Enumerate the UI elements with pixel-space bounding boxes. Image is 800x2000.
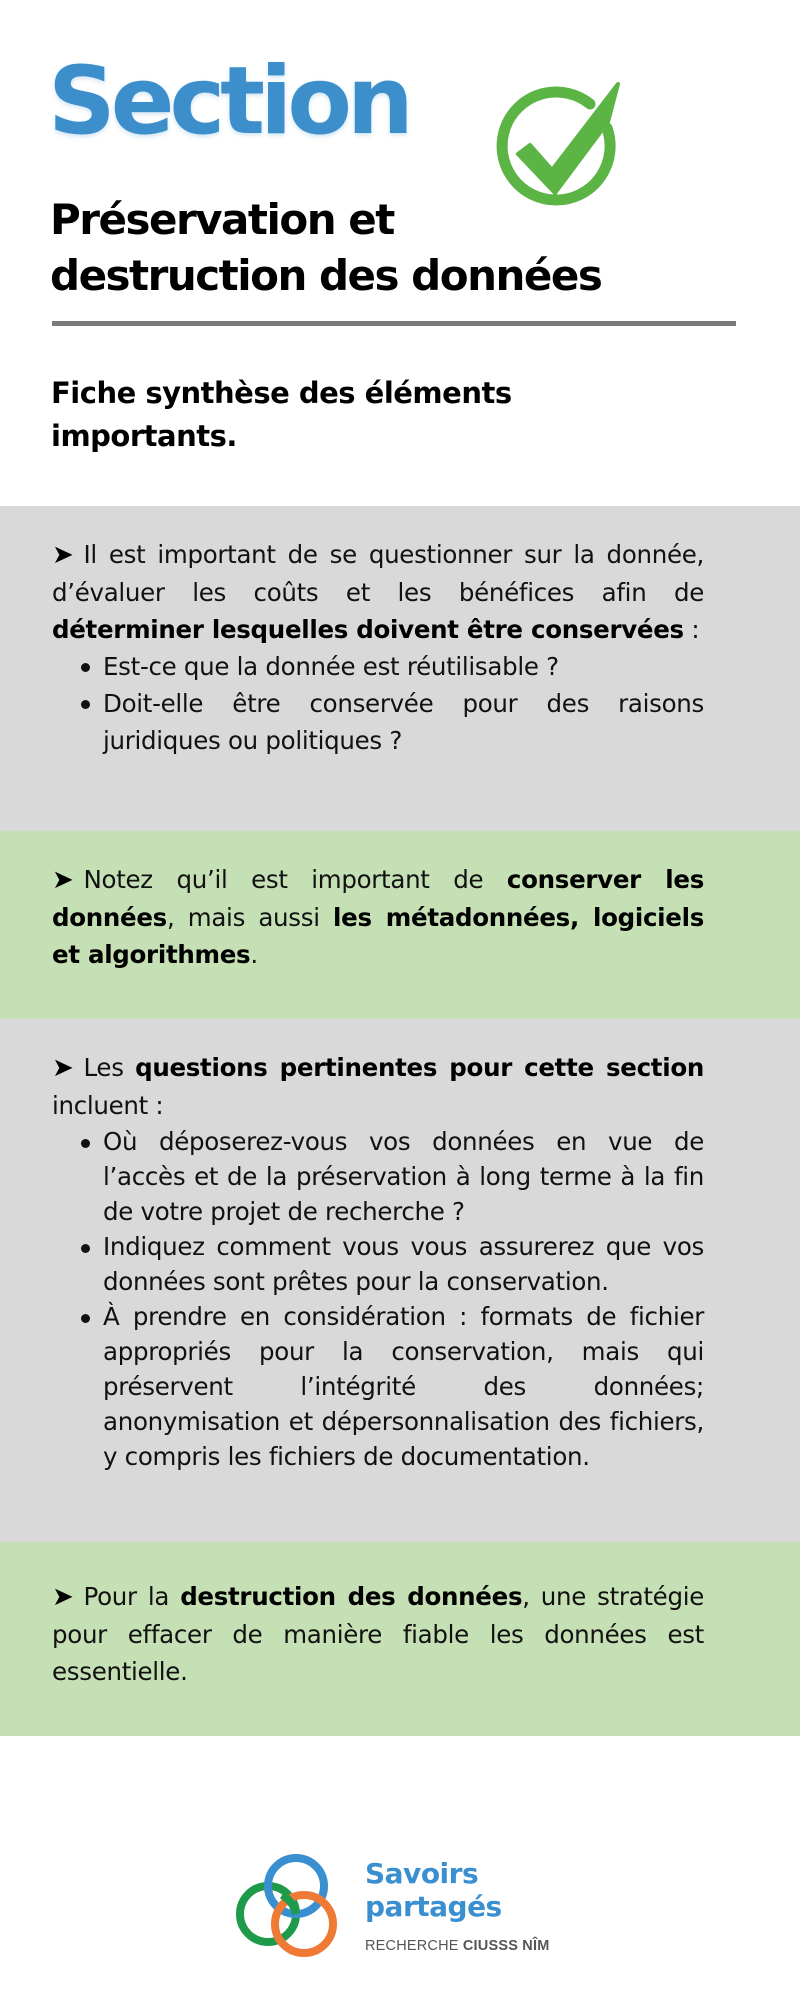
logo-name-line-2: partagés	[365, 1890, 502, 1923]
block-intro	[52, 536, 704, 648]
intro-bold: destruction des données	[180, 1582, 523, 1611]
subtitle-line-1: Fiche synthèse des éléments	[51, 376, 512, 410]
intro-bold: les métadonnées, logiciels et algorithmes	[52, 903, 704, 969]
intro-text: Il est important de se questionner sur la donnée, d’évaluer les coûts et les bénéfices afin de	[52, 540, 704, 607]
interlocking-rings-icon	[222, 1845, 352, 1975]
question-list	[52, 648, 704, 759]
block-intro	[52, 1578, 704, 1690]
block-intro	[52, 1049, 704, 1124]
intro-bold: déterminer lesquelles doivent être conservées	[52, 615, 684, 644]
block-text	[52, 861, 704, 973]
check-circle-icon	[480, 70, 640, 210]
list-item: Où déposerez-vous vos données en vue de l’accès et de la préservation à long terme à la fin de votre projet de recherche ?	[52, 1124, 704, 1229]
logo-tagline-bold: CIUSSS NÎM	[462, 1938, 550, 1954]
savoirs-partages-logo	[222, 1845, 582, 1975]
info-block-metadata	[0, 831, 800, 1019]
logo-tagline-regular: RECHERCHE	[365, 1938, 463, 1954]
intro-text: Pour la	[83, 1582, 181, 1611]
block-intro	[52, 861, 704, 973]
info-block-pertinent-questions	[0, 1019, 800, 1542]
question-list	[52, 1124, 704, 1474]
list-item: À prendre en considération : formats de fichier appropriés pour la conservation, mais qui préservent l’intégrité des données; anonymisation et dépersonnalisation des fichiers, y compris les fichiers de documentation.	[52, 1299, 704, 1474]
subtitle-line-2: importants.	[51, 419, 237, 453]
logo-tagline	[365, 1938, 549, 1954]
intro-text: , mais aussi	[166, 903, 334, 932]
subtitle	[51, 372, 611, 458]
block-text	[52, 1049, 704, 1474]
intro-text: incluent :	[52, 1091, 164, 1120]
logo-name-line-1: Savoirs	[365, 1857, 479, 1890]
intro-text: Notez qu’il est important de	[83, 865, 507, 894]
list-item: Indiquez comment vous vous assurerez que vos données sont prêtes pour la conservation.	[52, 1229, 704, 1299]
title-line-2: destruction des données	[50, 251, 602, 300]
arrow-bullet-icon: ➤	[52, 540, 74, 570]
intro-text: Les	[83, 1053, 136, 1082]
intro-text: :	[683, 615, 700, 644]
list-item: Doit-elle être conservée pour des raisons juridiques ou politiques ?	[52, 685, 704, 759]
intro-bold: questions pertinentes pour cette section	[135, 1053, 704, 1082]
info-block-destruction	[0, 1542, 800, 1736]
block-text	[52, 536, 704, 759]
intro-text: , une stratégie pour effacer de manière fiable les données est essentielle.	[52, 1582, 704, 1686]
info-block-conservation-choice	[0, 506, 800, 831]
arrow-bullet-icon: ➤	[52, 1053, 74, 1083]
arrow-bullet-icon: ➤	[52, 1582, 74, 1612]
title-line-1: Préservation et	[50, 195, 394, 244]
title-divider	[52, 321, 736, 326]
block-text	[52, 1578, 704, 1690]
section-heading: Section	[48, 47, 409, 156]
arrow-bullet-icon: ➤	[52, 865, 74, 895]
intro-text: .	[250, 940, 258, 969]
page-title	[50, 192, 750, 304]
intro-bold: conserver les données	[52, 865, 705, 932]
list-item: Est-ce que la donnée est réutilisable ?	[52, 648, 704, 685]
logo-wordmark	[365, 1857, 502, 1923]
